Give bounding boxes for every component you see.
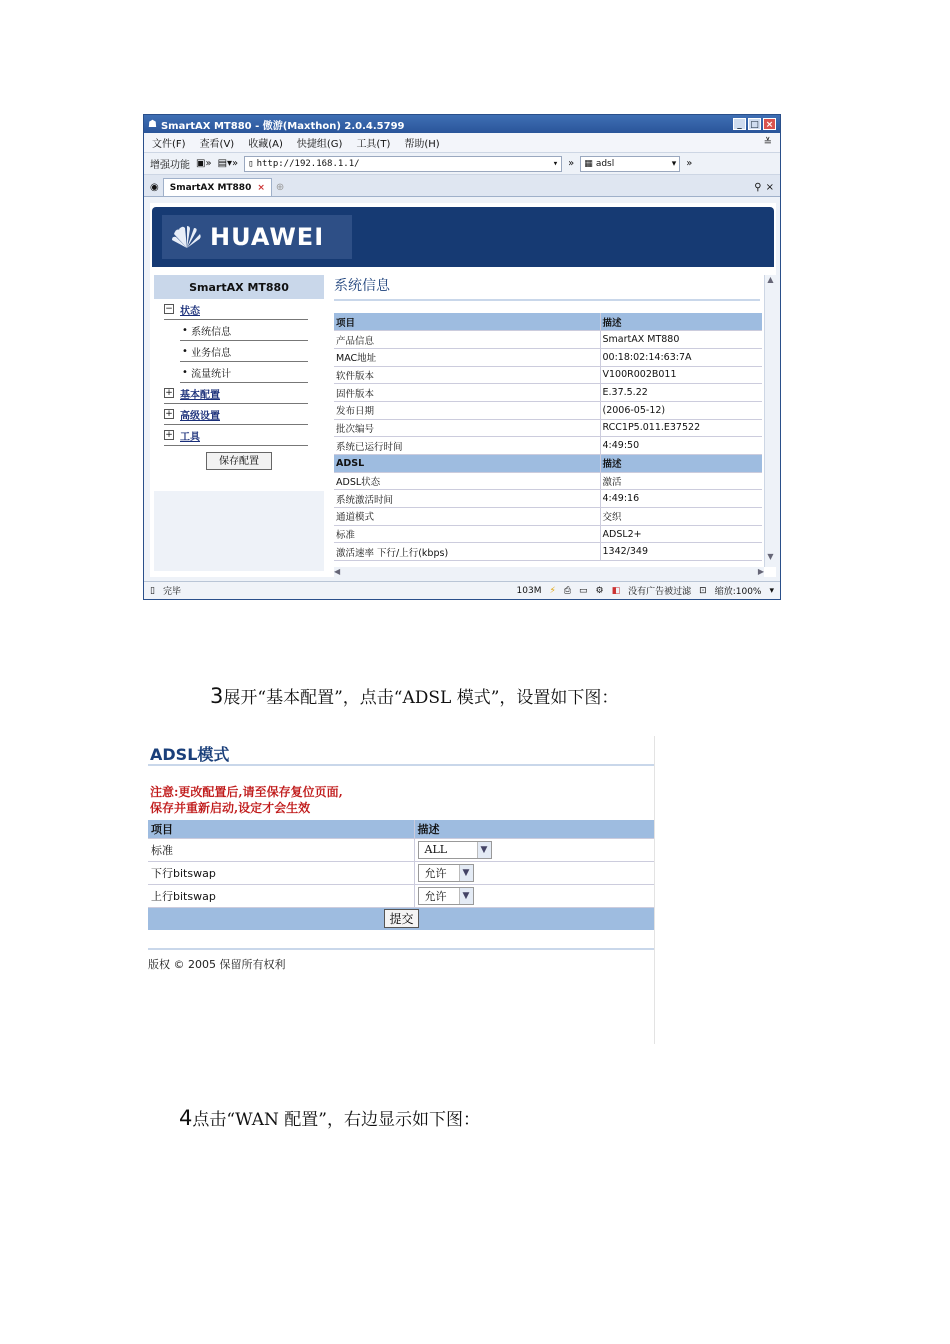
- adsl-mode-screenshot: [148, 736, 655, 1044]
- tab-label: SmartAX MT880: [169, 182, 252, 193]
- row-value: 4:49:16: [600, 490, 762, 508]
- memory-indicator[interactable]: 103M: [516, 585, 542, 596]
- expand-icon[interactable]: +: [165, 388, 173, 398]
- new-page-icon[interactable]: ▤▾»: [217, 158, 239, 169]
- page-title: ADSL模式: [148, 736, 655, 766]
- huawei-petal-icon: [170, 224, 204, 250]
- bullet-icon: •: [182, 366, 192, 378]
- step-4-paragraph: [179, 1105, 480, 1130]
- adsl-header: [334, 455, 762, 473]
- search-engine-icon[interactable]: ▦: [584, 158, 593, 169]
- menu-view[interactable]: 查看(V): [199, 139, 235, 150]
- divider: [654, 736, 655, 1044]
- notice-line: 保存并重新启动,设定才会生效: [150, 801, 311, 815]
- plugin-icon[interactable]: ▣»: [196, 158, 212, 169]
- table-row: [334, 472, 762, 490]
- col-item: 项目: [334, 313, 600, 331]
- row-label: 上行bitswap: [148, 884, 414, 907]
- nav-label: 业务信息: [191, 347, 232, 359]
- row-label: 软件版本: [334, 366, 600, 384]
- menu-help[interactable]: 帮助(H): [404, 139, 440, 150]
- horizontal-scrollbar[interactable]: [334, 567, 764, 577]
- brand-name: HUAWEI: [210, 223, 325, 251]
- go-icon[interactable]: »: [568, 158, 575, 169]
- notice-line: 注意:更改配置后,请至保存复位页面,: [150, 785, 343, 799]
- maxthon-app-icon: ☗: [148, 118, 157, 130]
- maximize-button[interactable]: □: [748, 118, 761, 130]
- chevron-down-icon[interactable]: ▾: [769, 585, 774, 596]
- search-box[interactable]: [580, 156, 680, 172]
- scroll-left-icon[interactable]: ◀: [334, 567, 341, 576]
- search-dropdown-icon[interactable]: ▾: [671, 158, 677, 169]
- submit-button[interactable]: 提交: [384, 909, 418, 928]
- browser-window-screenshot: [143, 114, 781, 600]
- toolbar: [144, 153, 780, 175]
- tab-bar: [144, 175, 780, 197]
- table-row: [334, 437, 762, 455]
- page-title: 系统信息: [334, 275, 760, 301]
- bullet-icon: •: [182, 324, 192, 336]
- table-row: [334, 384, 762, 402]
- col-desc: 描述: [600, 313, 762, 331]
- chevron-down-icon[interactable]: ≚: [763, 137, 772, 148]
- row-label: 发布日期: [334, 401, 600, 419]
- lightning-icon[interactable]: ⚡: [549, 585, 556, 596]
- col-adsl: ADSL: [334, 455, 600, 473]
- step-text: 展开“基本配置”，点击“ADSL 模式”，设置如下图：: [223, 688, 619, 708]
- step-number: 3: [210, 684, 224, 708]
- nav-background: [154, 491, 324, 571]
- chevron-down-icon[interactable]: ▼: [459, 888, 473, 904]
- nav-label: 系统信息: [191, 326, 232, 338]
- row-label: 批次编号: [334, 419, 600, 437]
- row-value: ADSL2+: [600, 525, 762, 543]
- minimize-button[interactable]: _: [733, 118, 746, 130]
- select-value: ALL: [424, 843, 448, 856]
- collapse-icon[interactable]: −: [165, 304, 173, 314]
- address-dropdown-icon[interactable]: ▾: [552, 158, 559, 169]
- status-text: 完毕: [162, 587, 181, 597]
- address-text: http://192.168.1.1/: [256, 158, 360, 169]
- row-value: 00:18:02:14:63:7A: [600, 348, 762, 366]
- step-3-paragraph: [210, 683, 618, 708]
- table-header: [148, 820, 655, 838]
- system-info-table: [334, 313, 762, 561]
- status-bar: [144, 581, 780, 599]
- vertical-scrollbar[interactable]: [764, 275, 776, 567]
- copyright-text: 版权 © 2005 保留所有权利: [148, 948, 655, 972]
- nav-label: 工具: [180, 431, 200, 443]
- huawei-logo: [162, 215, 352, 259]
- ad-filter-status[interactable]: 没有广告被过滤: [628, 587, 692, 597]
- row-label: 标准: [148, 838, 414, 861]
- left-navigation: [154, 275, 324, 485]
- row-value: V100R002B011: [600, 366, 762, 384]
- folder-icon[interactable]: ▭: [579, 585, 588, 596]
- nav-item-basic-config[interactable]: [164, 383, 308, 404]
- gear-icon[interactable]: ⚙: [595, 585, 604, 596]
- close-tab-icon[interactable]: ×: [765, 182, 774, 193]
- row-value: [414, 838, 655, 861]
- print-icon[interactable]: ⎙: [563, 585, 572, 596]
- tools-icon[interactable]: ⚲: [754, 182, 762, 193]
- col-desc: 描述: [414, 820, 655, 838]
- chevron-down-icon[interactable]: ▼: [459, 865, 473, 881]
- search-text: adsl: [595, 158, 615, 169]
- row-label: ADSL状态: [334, 472, 600, 490]
- row-label: 系统已运行时间: [334, 437, 600, 455]
- row-label: 产品信息: [334, 331, 600, 349]
- nav-header: SmartAX MT880: [154, 275, 324, 299]
- row-label: 标准: [334, 525, 600, 543]
- row-value: E.37.5.22: [600, 384, 762, 402]
- page-status-icon: ▯: [150, 585, 155, 596]
- step-number: 4: [179, 1106, 193, 1130]
- zoom-icon: ⊡: [699, 585, 707, 596]
- adsl-settings-table: [148, 820, 655, 908]
- row-label: 系统激活时间: [334, 490, 600, 508]
- more-icon[interactable]: »: [686, 158, 693, 169]
- page-content: [150, 203, 776, 577]
- window-title: SmartAX MT880 - 傲游(Maxthon) 2.0.4.5799: [160, 120, 405, 132]
- zoom-level[interactable]: 缩放:100%: [714, 587, 762, 597]
- nav-label: 流量统计: [191, 368, 232, 380]
- row-value: 1342/349: [600, 543, 762, 561]
- table-row: [334, 525, 762, 543]
- standard-select[interactable]: [418, 841, 492, 859]
- menu-file[interactable]: 文件(F): [152, 139, 186, 150]
- table-header: [334, 313, 762, 331]
- table-row: [334, 401, 762, 419]
- nav-label: 基本配置: [180, 389, 220, 401]
- downstream-bitswap-select[interactable]: [418, 864, 474, 882]
- row-value: RCC1P5.011.E37522: [600, 419, 762, 437]
- huawei-banner: [152, 207, 774, 267]
- row-label: 固件版本: [334, 384, 600, 402]
- save-config-button[interactable]: 保存配置: [206, 452, 272, 470]
- row-value: SmartAX MT880: [600, 331, 762, 349]
- tab-menu-icon[interactable]: ◉: [150, 182, 159, 193]
- tab-close-icon[interactable]: ×: [257, 182, 265, 193]
- menu-favorites[interactable]: 收藏(A): [248, 139, 283, 150]
- table-row: [334, 490, 762, 508]
- col-item: 项目: [148, 820, 414, 838]
- table-row: [334, 543, 762, 561]
- submit-bar: [148, 908, 655, 930]
- close-button[interactable]: ×: [763, 118, 776, 130]
- table-row: [334, 419, 762, 437]
- scroll-up-icon[interactable]: ▲: [767, 275, 774, 284]
- menu-bar: [144, 133, 780, 153]
- nav-item-system-info[interactable]: [180, 320, 308, 341]
- table-row: [334, 366, 762, 384]
- row-label: 激活速率 下行/上行(kbps): [334, 543, 600, 561]
- row-value: [414, 861, 655, 884]
- nav-item-tools[interactable]: [164, 425, 308, 446]
- nav-label: 状态: [180, 305, 200, 317]
- menu-groups[interactable]: 快捷组(G): [296, 139, 343, 150]
- nav-label: 高级设置: [180, 410, 220, 422]
- col-desc: 描述: [600, 455, 762, 473]
- address-bar[interactable]: [244, 156, 562, 172]
- new-tab-icon[interactable]: ⊕: [275, 182, 285, 193]
- nav-item-advanced[interactable]: [164, 404, 308, 425]
- expand-icon[interactable]: +: [165, 430, 173, 440]
- expand-icon[interactable]: +: [165, 409, 173, 419]
- scroll-right-icon[interactable]: ▶: [757, 567, 764, 576]
- table-row: [334, 331, 762, 349]
- row-label: 下行bitswap: [148, 861, 414, 884]
- table-row: [334, 508, 762, 526]
- row-value: (2006-05-12): [600, 401, 762, 419]
- row-value: 交织: [600, 508, 762, 526]
- row-value: [414, 884, 655, 907]
- upstream-bitswap-select[interactable]: [418, 887, 474, 905]
- menu-tools[interactable]: 工具(T): [356, 139, 391, 150]
- step-text: 点击“WAN 配置”，右边显示如下图：: [192, 1110, 480, 1130]
- table-row: [148, 884, 655, 907]
- table-row: [334, 348, 762, 366]
- row-value: 4:49:50: [600, 437, 762, 455]
- enhance-button[interactable]: 增强功能: [150, 160, 190, 171]
- scroll-down-icon[interactable]: ▼: [767, 552, 774, 561]
- row-label: 通道模式: [334, 508, 600, 526]
- select-value: 允许: [424, 889, 447, 903]
- system-info-panel: [334, 275, 760, 567]
- table-row: [148, 861, 655, 884]
- select-value: 允许: [424, 866, 447, 880]
- ad-filter-icon: ◧: [611, 585, 621, 596]
- row-label: MAC地址: [334, 348, 600, 366]
- window-titlebar: [144, 115, 780, 133]
- row-value: 激活: [600, 472, 762, 490]
- chevron-down-icon[interactable]: ▼: [477, 842, 491, 858]
- nav-item-service-info[interactable]: [180, 341, 308, 362]
- page-icon: ▯: [248, 158, 254, 169]
- nav-item-traffic-stats[interactable]: [180, 362, 308, 383]
- tab-smartax[interactable]: [163, 178, 272, 196]
- table-row: [148, 838, 655, 861]
- notice-text: [148, 784, 655, 816]
- nav-item-status[interactable]: [164, 299, 308, 320]
- bullet-icon: •: [182, 345, 192, 357]
